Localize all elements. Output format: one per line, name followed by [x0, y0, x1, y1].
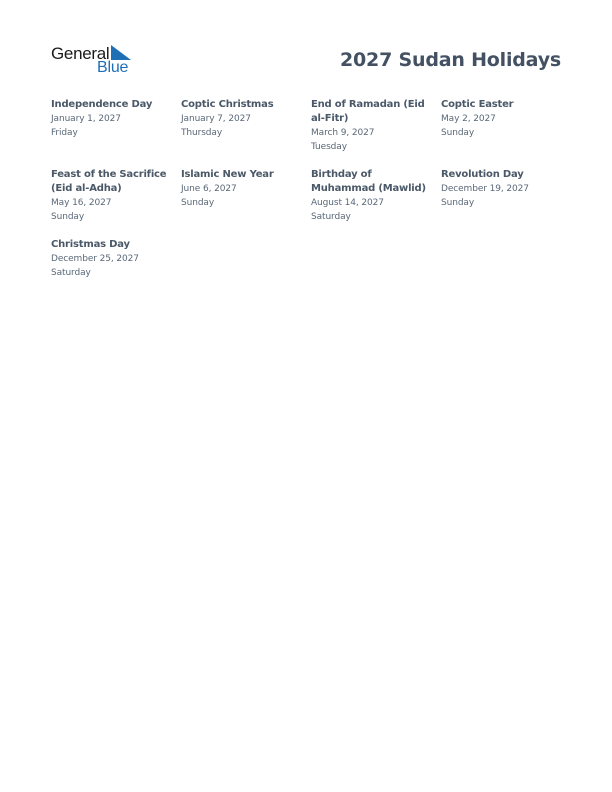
holiday-item [181, 168, 311, 238]
holiday-weekday: Saturday [51, 268, 91, 278]
holiday-name: Coptic Easter [441, 99, 514, 110]
holiday-date: March 9, 2027 [311, 128, 375, 138]
logo-word-general: General [51, 44, 110, 63]
holiday-name: Coptic Christmas [181, 99, 274, 110]
holiday-date: December 25, 2027 [51, 254, 139, 264]
holiday-date: January 1, 2027 [51, 114, 121, 124]
holiday-item [51, 168, 181, 238]
holiday-weekday: Saturday [311, 212, 351, 222]
holiday-weekday: Sunday [181, 198, 215, 208]
holiday-item [311, 168, 441, 238]
holiday-date: June 6, 2027 [181, 184, 237, 194]
holiday-name: Islamic New Year [181, 169, 274, 180]
holiday-date: May 16, 2027 [51, 198, 112, 208]
logo-word-blue: Blue [97, 59, 129, 76]
holiday-item [51, 238, 181, 308]
holiday-name: Christmas Day [51, 239, 130, 250]
logo-triangle-icon [111, 45, 131, 60]
holiday-weekday: Thursday [181, 128, 223, 138]
holiday-name: End of Ramadan (Eid al-Fitr) [311, 99, 425, 124]
holiday-weekday: Friday [51, 128, 78, 138]
page-title: 2027 Sudan Holidays [340, 49, 561, 71]
holiday-item [311, 98, 441, 168]
general-blue-logo [51, 44, 135, 78]
holiday-weekday: Sunday [441, 128, 475, 138]
holiday-item [181, 98, 311, 168]
holiday-name: Independence Day [51, 99, 153, 110]
holiday-date: August 14, 2027 [311, 198, 384, 208]
holiday-item [441, 98, 571, 168]
holiday-date: May 2, 2027 [441, 114, 496, 124]
holiday-name: Birthday of Muhammad (Mawlid) [311, 169, 426, 194]
holiday-item [441, 168, 571, 238]
holiday-name: Revolution Day [441, 169, 524, 180]
holiday-weekday: Sunday [441, 198, 475, 208]
holiday-name: Feast of the Sacrifice (Eid al-Adha) [51, 169, 167, 194]
holiday-grid [51, 98, 571, 308]
holiday-date: December 19, 2027 [441, 184, 529, 194]
holiday-weekday: Tuesday [311, 142, 347, 152]
holiday-weekday: Sunday [51, 212, 85, 222]
holiday-date: January 7, 2027 [181, 114, 251, 124]
holiday-item [51, 98, 181, 168]
